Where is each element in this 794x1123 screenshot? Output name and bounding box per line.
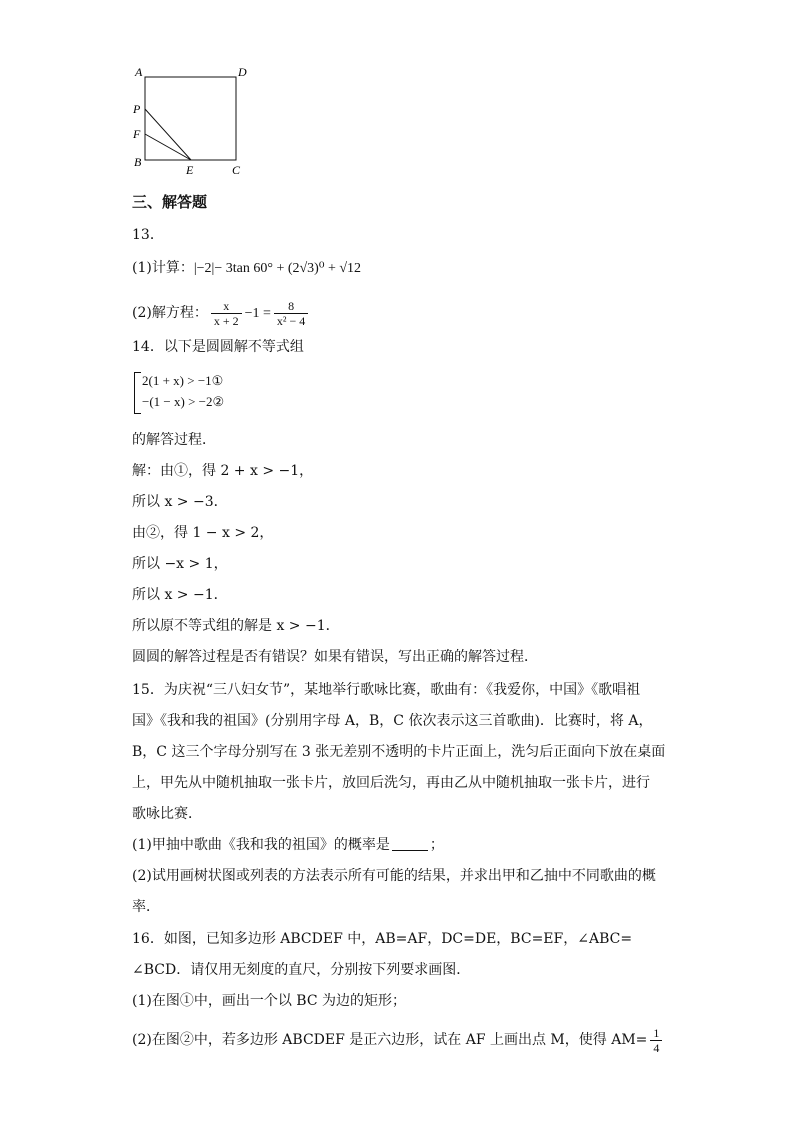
label-p: P <box>133 102 141 116</box>
q14-step-6: 所以原不等式组的解是 x > −1． <box>132 618 340 634</box>
square-figure <box>128 62 258 180</box>
q13-part2 <box>132 296 311 331</box>
q13-number: 13． <box>132 227 164 243</box>
q13-part1-expr: |−2|− 3tan 60° + (2√3)⁰ + √12 <box>193 261 362 276</box>
section-heading: 三、解答题 <box>132 193 208 211</box>
q15-line-1: 15．为庆祝“三八妇女节”，某地举行歌咏比赛，歌曲有：《我爱你，中国》《歌唱祖 <box>132 682 641 698</box>
q14-question: 圆圆的解答过程是否有错误？如果有错误，写出正确的解答过程． <box>132 649 538 665</box>
label-e: E <box>186 163 194 177</box>
label-a: A <box>135 65 143 79</box>
q15-part-2-line-1: (2)试用画树状图或列表的方法表示所有可能的结果，并求出甲和乙抽中不同歌曲的概 <box>132 868 656 884</box>
q16-line-1: 16．如图，已知多边形 ABCDEF 中，AB=AF，DC=DE，BC=EF，∠ABC= <box>132 931 633 947</box>
q13-part2-prefix: (2)解方程： <box>132 305 208 321</box>
q16-part-1: (1)在图①中，画出一个以 BC 为边的矩形； <box>132 993 406 1009</box>
q14-step-1: 解：由①，得 2 + x > −1， <box>132 463 314 479</box>
q13-part2-rhs-fraction: $\frac{8}{\text{x² − 4}}$ <box>274 299 308 328</box>
answer-blank[interactable] <box>392 836 428 851</box>
q15-line-5: 歌咏比赛． <box>132 806 202 822</box>
q16-part-2 <box>132 1024 665 1056</box>
label-c: C <box>232 163 241 177</box>
q14-inequality-2: −(1 − x) > −2② <box>142 394 225 409</box>
segment-pe <box>145 109 191 160</box>
q13-part2-mid: −1 = <box>244 306 271 321</box>
label-d: D <box>238 65 247 79</box>
label-f: F <box>133 127 141 141</box>
q15-line-4: 上，甲先从中随机抽取一张卡片，放回后洗匀，再由乙从中随机抽取一张卡片，进行 <box>132 775 650 791</box>
q16-part2-text: (2)在图②中，若多边形 ABCDEF 是正六边形，试在 AF 上画出点 M，使得 AM= <box>132 1032 648 1048</box>
q14-inequality-1: 2(1 + x) > −1① <box>142 373 224 388</box>
q13-part2-lhs-fraction: $\frac{x}{x + 2}$ <box>211 299 242 328</box>
q15-part1-end: ； <box>429 837 444 853</box>
q15-part-2-line-2: 率． <box>132 899 160 915</box>
segment-fe <box>145 134 191 160</box>
q15-part-1 <box>132 835 444 855</box>
q16-line-2: ∠BCD．请仅用无刻度的直尺，分别按下列要求画图． <box>132 962 471 978</box>
q14-step-5: 所以 x > −1． <box>132 587 228 603</box>
q16-part2-fraction: $\frac{1}{4}$ <box>650 1026 662 1055</box>
label-b: B <box>134 155 142 169</box>
q13-part1 <box>132 258 361 279</box>
q14-intro: 14．以下是圆圆解不等式组 <box>132 339 304 355</box>
q15-part1-text: (1)甲抽中歌曲《我和我的祖国》的概率是 <box>132 837 390 853</box>
q14-step-2: 所以 x > −3． <box>132 494 228 510</box>
square-abcd <box>145 77 236 160</box>
q14-step-3: 由②，得 1 − x > 2， <box>132 525 274 541</box>
q14-step-4: 所以 −x > 1， <box>132 556 228 572</box>
q15-line-2: 国》《我和我的祖国》(分别用字母 A，B，C 依次表示这三首歌曲)．比赛时，将 A， <box>132 713 653 729</box>
q13-part1-prefix: (1)计算： <box>132 260 194 276</box>
q15-line-3: B，C 这三个字母分别写在 3 张无差别不透明的卡片正面上，洗匀后正面向下放在桌面 <box>132 744 666 760</box>
q14-process-label: 的解答过程． <box>132 432 216 448</box>
system-brace <box>134 372 141 414</box>
